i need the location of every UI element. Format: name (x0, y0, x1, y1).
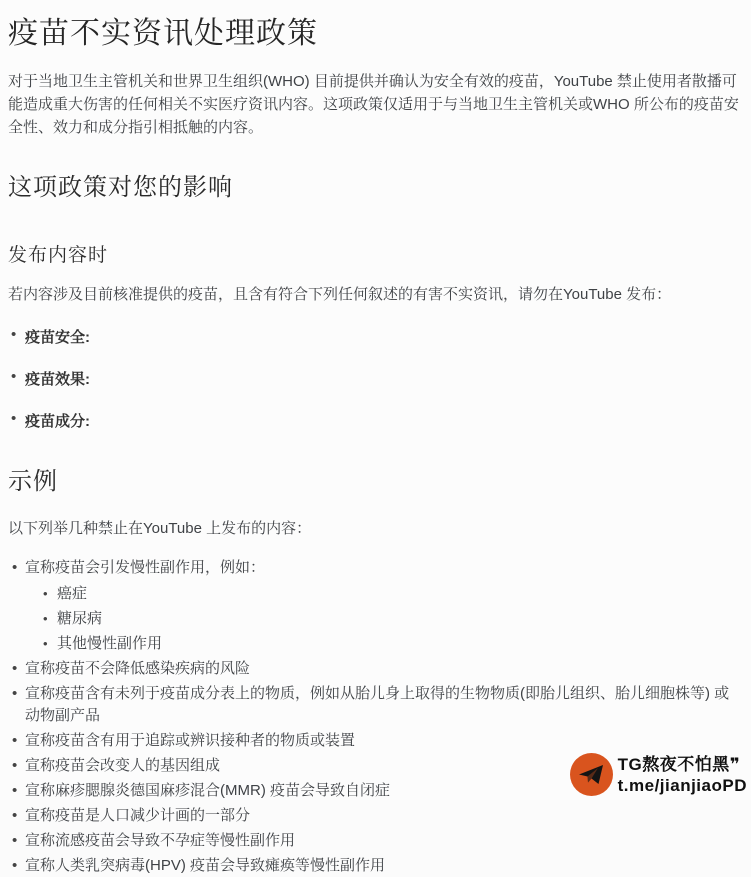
telegram-icon (570, 753, 613, 796)
example-sub-text: 其他慢性副作用 (57, 635, 163, 652)
example-sub-text: 癌症 (57, 585, 88, 602)
examples-list (8, 557, 741, 877)
list-item (8, 830, 741, 852)
list-item (8, 658, 741, 680)
list-item (41, 633, 741, 655)
example-text: 宣称疫苗是人口减少计画的一部分 (25, 807, 251, 824)
example-sub-text: 糖尿病 (57, 610, 103, 627)
posting-intro-paragraph: 若内容涉及目前核准提供的疫苗，且含有符合下列任何叙述的有害不实资讯，请勿在YouTube 发布： (8, 286, 672, 303)
list-item (8, 410, 741, 431)
telegram-watermark (570, 753, 747, 796)
example-text: 宣称流感疫苗会导致不孕症等慢性副作用 (25, 832, 296, 849)
list-item (8, 557, 741, 655)
criteria-label: 疫苗成分: (25, 413, 90, 430)
example-text: 宣称疫苗不会降低感染疾病的风险 (25, 660, 251, 677)
example-text: 宣称麻疹腮腺炎德国麻疹混合(MMR) 疫苗会导致自闭症 (25, 782, 390, 799)
watermark-text (618, 754, 747, 796)
list-item (8, 683, 741, 727)
criteria-label: 疫苗效果: (25, 371, 90, 388)
example-text: 宣称人类乳突病毒(HPV) 疫苗会导致瘫痪等慢性副作用 (25, 857, 386, 874)
example-text: 宣称疫苗含有未列于疫苗成分表上的物质，例如从胎儿身上取得的生物物质(即胎儿组织、胎儿细胞株等) 或动物副产品 (25, 685, 730, 724)
watermark-channel-name: TG熬夜不怕黑❞ (617, 754, 741, 774)
impact-section-heading: 这项政策对您的影响 (8, 174, 233, 201)
example-text: 宣称疫苗会改变人的基因组成 (25, 757, 221, 774)
examples-section-heading: 示例 (8, 468, 58, 495)
examples-sublist (25, 583, 741, 655)
list-item (8, 326, 741, 347)
examples-intro-paragraph: 以下列举几种禁止在YouTube 上发布的内容： (8, 520, 312, 537)
list-item (8, 805, 741, 827)
page-title: 疫苗不实资讯处理政策 (8, 17, 318, 50)
list-item (8, 368, 741, 389)
list-item (8, 855, 741, 877)
criteria-label: 疫苗安全: (25, 329, 90, 346)
list-item (8, 730, 741, 752)
example-text: 宣称疫苗含有用于追踪或辨识接种者的物质或装置 (25, 732, 356, 749)
criteria-list (8, 326, 741, 431)
posting-sub-heading: 发布内容时 (8, 245, 109, 266)
policy-intro-paragraph: 对于当地卫生主管机关和世界卫生组织(WHO) 目前提供并确认为安全有效的疫苗，YouTube 禁止使用者散播可能造成重大伤害的任何相关不实医疗资讯内容。这项政策仅适用于与当地卫生主管机关或WHO 所公布的疫苗安全性、效力和成分指引相抵触的内容。 (8, 73, 739, 136)
list-item (41, 583, 741, 605)
list-item (41, 608, 741, 630)
watermark-channel-url: t.me/jianjiaoPD (617, 775, 747, 795)
example-text: 宣称疫苗会引发慢性副作用，例如： (25, 559, 266, 576)
